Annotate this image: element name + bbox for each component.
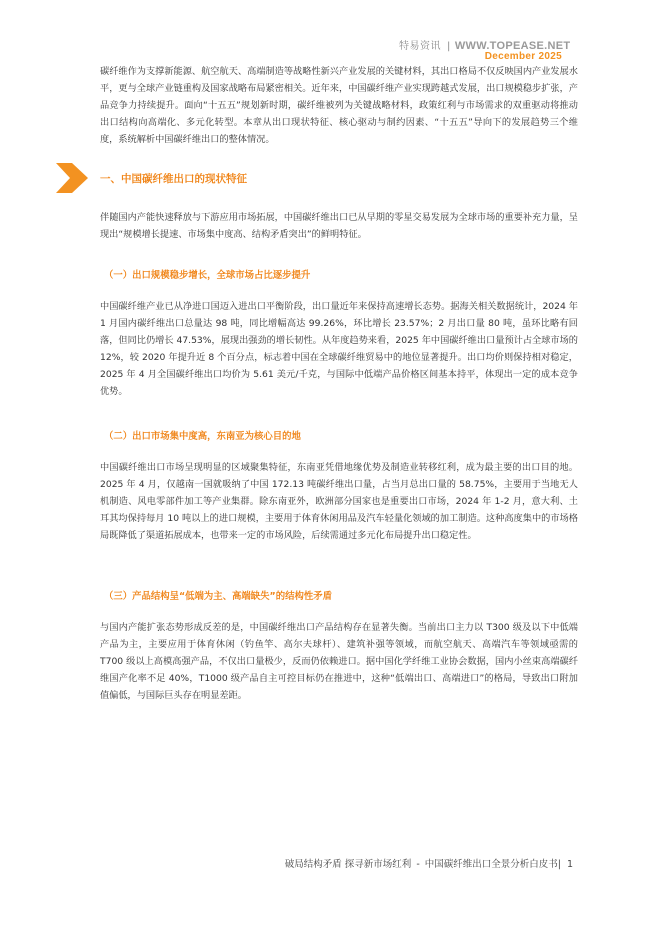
section-lead-paragraph: 伴随国内产能快速释放与下游应用市场拓展，中国碳纤维出口已从早期的零星交易发展为全球市场的重要补充力量，呈现出“规模增长提速、市场集中度高、结构矛盾突出”的鲜明特征。 bbox=[100, 212, 578, 240]
header-separator: | bbox=[447, 41, 451, 52]
header-label: 特易资讯 bbox=[399, 41, 441, 52]
subsection-2-body: 中国碳纤维出口市场呈现明显的区域聚集特征，东南亚凭借地缘优势及制造业转移红利，成为最主要的出口目的地。2025 年 4 月，仅越南一国就吸纳了中国 172.13 吨碳纤维出口量，占当月总出口量的 58.75%，主要用于当地无人机制造、风电零部件加工等产业集群。除东南亚外，欧洲部分国家也是重要出口市场，2024 年 1-2 月，意大利、土耳其均保持每月 10 吨以上的进口规模，主要用于体育休闲用品及汽车轻量化领域的加工制造。这种高度集中的市场格局既降低了渠道拓展成本，也带来一定的市场风险，后续需通过多元化布局提升出口稳定性。 bbox=[100, 462, 578, 541]
footer-separator: - bbox=[416, 859, 420, 870]
footer-left-text: 破局结构矛盾 探寻新市场红利 bbox=[284, 859, 412, 870]
subsection-2-title: （二）出口市场集中度高，东南亚为核心目的地 bbox=[104, 431, 301, 442]
header-url-link[interactable]: WWW.TOPEASE.NET bbox=[454, 40, 571, 52]
intro-paragraph: 碳纤维作为支撑新能源、航空航天、高端制造等战略性新兴产业发展的关键材料，其出口格局不仅反映国内产业发展水平，更与全球产业链重构及国家战略布局紧密相关。近年来，中国碳纤维产业实现跨越式发展，出口规模稳步扩张，产品竞争力持续提升。面向“十五五”规划新时期，碳纤维被列为关键战略材料，政策红利与市场需求的双重驱动将推动出口结构向高端化、多元化转型。本章从出口现状特征、核心驱动与制约因素、“十五五”导向下的发展趋势三个维度，系统解析中国碳纤维出口的整体情况。 bbox=[100, 66, 578, 145]
header-date: December 2025 bbox=[484, 51, 562, 62]
page-number: 1 bbox=[566, 859, 573, 870]
subsection-3-body: 与国内产能扩张态势形成反差的是，中国碳纤维出口产品结构存在显著失衡。当前出口主力以 T300 级及以下中低端产品为主，主要应用于体育休闲（钓鱼竿、高尔夫球杆）、建筑补强等领域，而航空航天、高端汽车等领域亟需的 T700 级以上高模高强产品，不仅出口量极少，反而仍依赖进口。据中国化学纤维工业协会数据，国内小丝束高端碳纤维国产化率不足 40%，T1000 级产品自主可控目标仍在推进中，这种“低端出口、高端进口”的格局，导致出口附加值偏低，与国际巨头存在明显差距。 bbox=[100, 622, 578, 701]
chevron-arrow-icon bbox=[56, 163, 88, 193]
subsection-1-title: （一）出口规模稳步增长，全球市场占比逐步提升 bbox=[104, 270, 311, 281]
section-title: 一、中国碳纤维出口的现状特征 bbox=[100, 173, 247, 185]
footer-right-text: 中国碳纤维出口全景分析白皮书| bbox=[424, 859, 561, 870]
subsection-3-title: （三）产品结构呈“低端为主、高端缺失”的结构性矛盾 bbox=[104, 591, 332, 602]
page-footer bbox=[285, 856, 573, 870]
subsection-1-body: 中国碳纤维产业已从净进口国迈入进出口平衡阶段，出口量近年来保持高速增长态势。据海关相关数据统计，2024 年 1 月国内碳纤维出口总量达 98 吨，同比增幅高达 99.26%，环比增长 23.57%；2 月出口量 80 吨，虽环比略有回落，但同比仍增长 47.53%，展现出强劲的增长韧性。从年度趋势来看，2025 年中国碳纤维出口量预计占全球市场的 12%，较 2020 年提升近 8 个百分点，标志着中国在全球碳纤维贸易中的地位显著提升。出口均价则保持相对稳定，2025 年 4 月全国碳纤维出口均价为 5.61 美元/千克，与国际中低端产品价格区间基本持平，体现出一定的成本竞争优势。 bbox=[100, 301, 578, 397]
header-brand bbox=[399, 37, 570, 52]
